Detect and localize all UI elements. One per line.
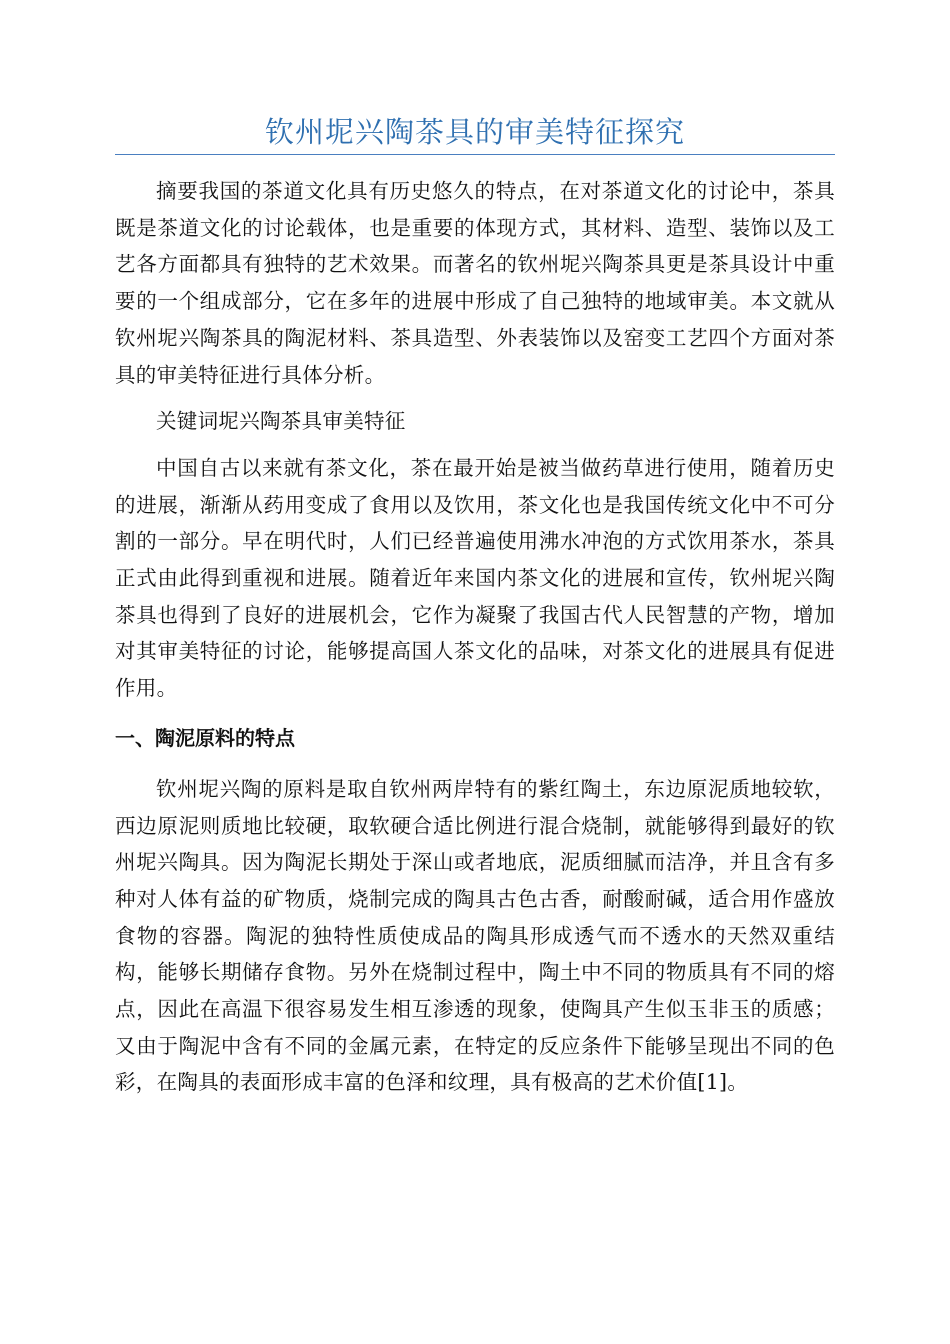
keywords-paragraph: 关键词坭兴陶茶具审美特征 — [156, 409, 406, 434]
section-1-heading: 一、陶泥原料的特点 — [115, 725, 295, 750]
intro-paragraph: 中国自古以来就有茶文化，茶在最开始是被当做药草进行使用，随着历史的进展，渐渐从药用变成了食用以及饮用，茶文化也是我国传统文化中不可分割的一部分。早在明代时，人们已经普遍使用沸水冲泡的方式饮用茶水，茶具正式由此得到重视和进展。随着近年来国内茶文化的进展和宣传，钦州坭兴陶茶具也得到了良好的进展机会，它作为凝聚了我国古代人民智慧的产物，增加对其审美特征的讨论，能够提高国人茶文化的品味，对茶文化的进展具有促进作用。 — [115, 455, 835, 701]
document-body — [115, 173, 835, 1101]
title-underline — [115, 154, 835, 155]
document-title: 钦州坭兴陶茶具的审美特征探究 — [264, 115, 685, 149]
abstract-paragraph: 摘要我国的茶道文化具有历史悠久的特点，在对茶道文化的讨论中，茶具既是茶道文化的讨论载体，也是重要的体现方式，其材料、造型、装饰以及工艺各方面都具有独特的艺术效果。而著名的钦州坭兴陶茶具更是茶具设计中重要的一个组成部分，它在多年的进展中形成了自己独特的地域审美。本文就从钦州坭兴陶茶具的陶泥材料、茶具造型、外表装饰以及窑变工艺四个方面对茶具的审美特征进行具体分析。 — [115, 179, 835, 387]
section-1-paragraph: 钦州坭兴陶的原料是取自钦州两岸特有的紫红陶土，东边原泥质地较软，西边原泥则质地比较硬，取软硬合适比例进行混合烧制，就能够得到最好的钦州坭兴陶具。因为陶泥长期处于深山或者地底，泥质细腻而洁净，并且含有多种对人体有益的矿物质，烧制完成的陶具古色古香，耐酸耐碱，适合用作盛放食物的容器。陶泥的独特性质使成品的陶具形成透气而不透水的天然双重结构，能够长期储存食物。另外在烧制过程中，陶土中不同的物质具有不同的熔点，因此在高温下很容易发生相互渗透的现象，使陶具产生似玉非玉的质感；又由于陶泥中含有不同的金属元素，在特定的反应条件下能够呈现出不同的色彩，在陶具的表面形成丰富的色泽和纹理，具有极高的艺术价值[1]。 — [115, 776, 835, 1095]
